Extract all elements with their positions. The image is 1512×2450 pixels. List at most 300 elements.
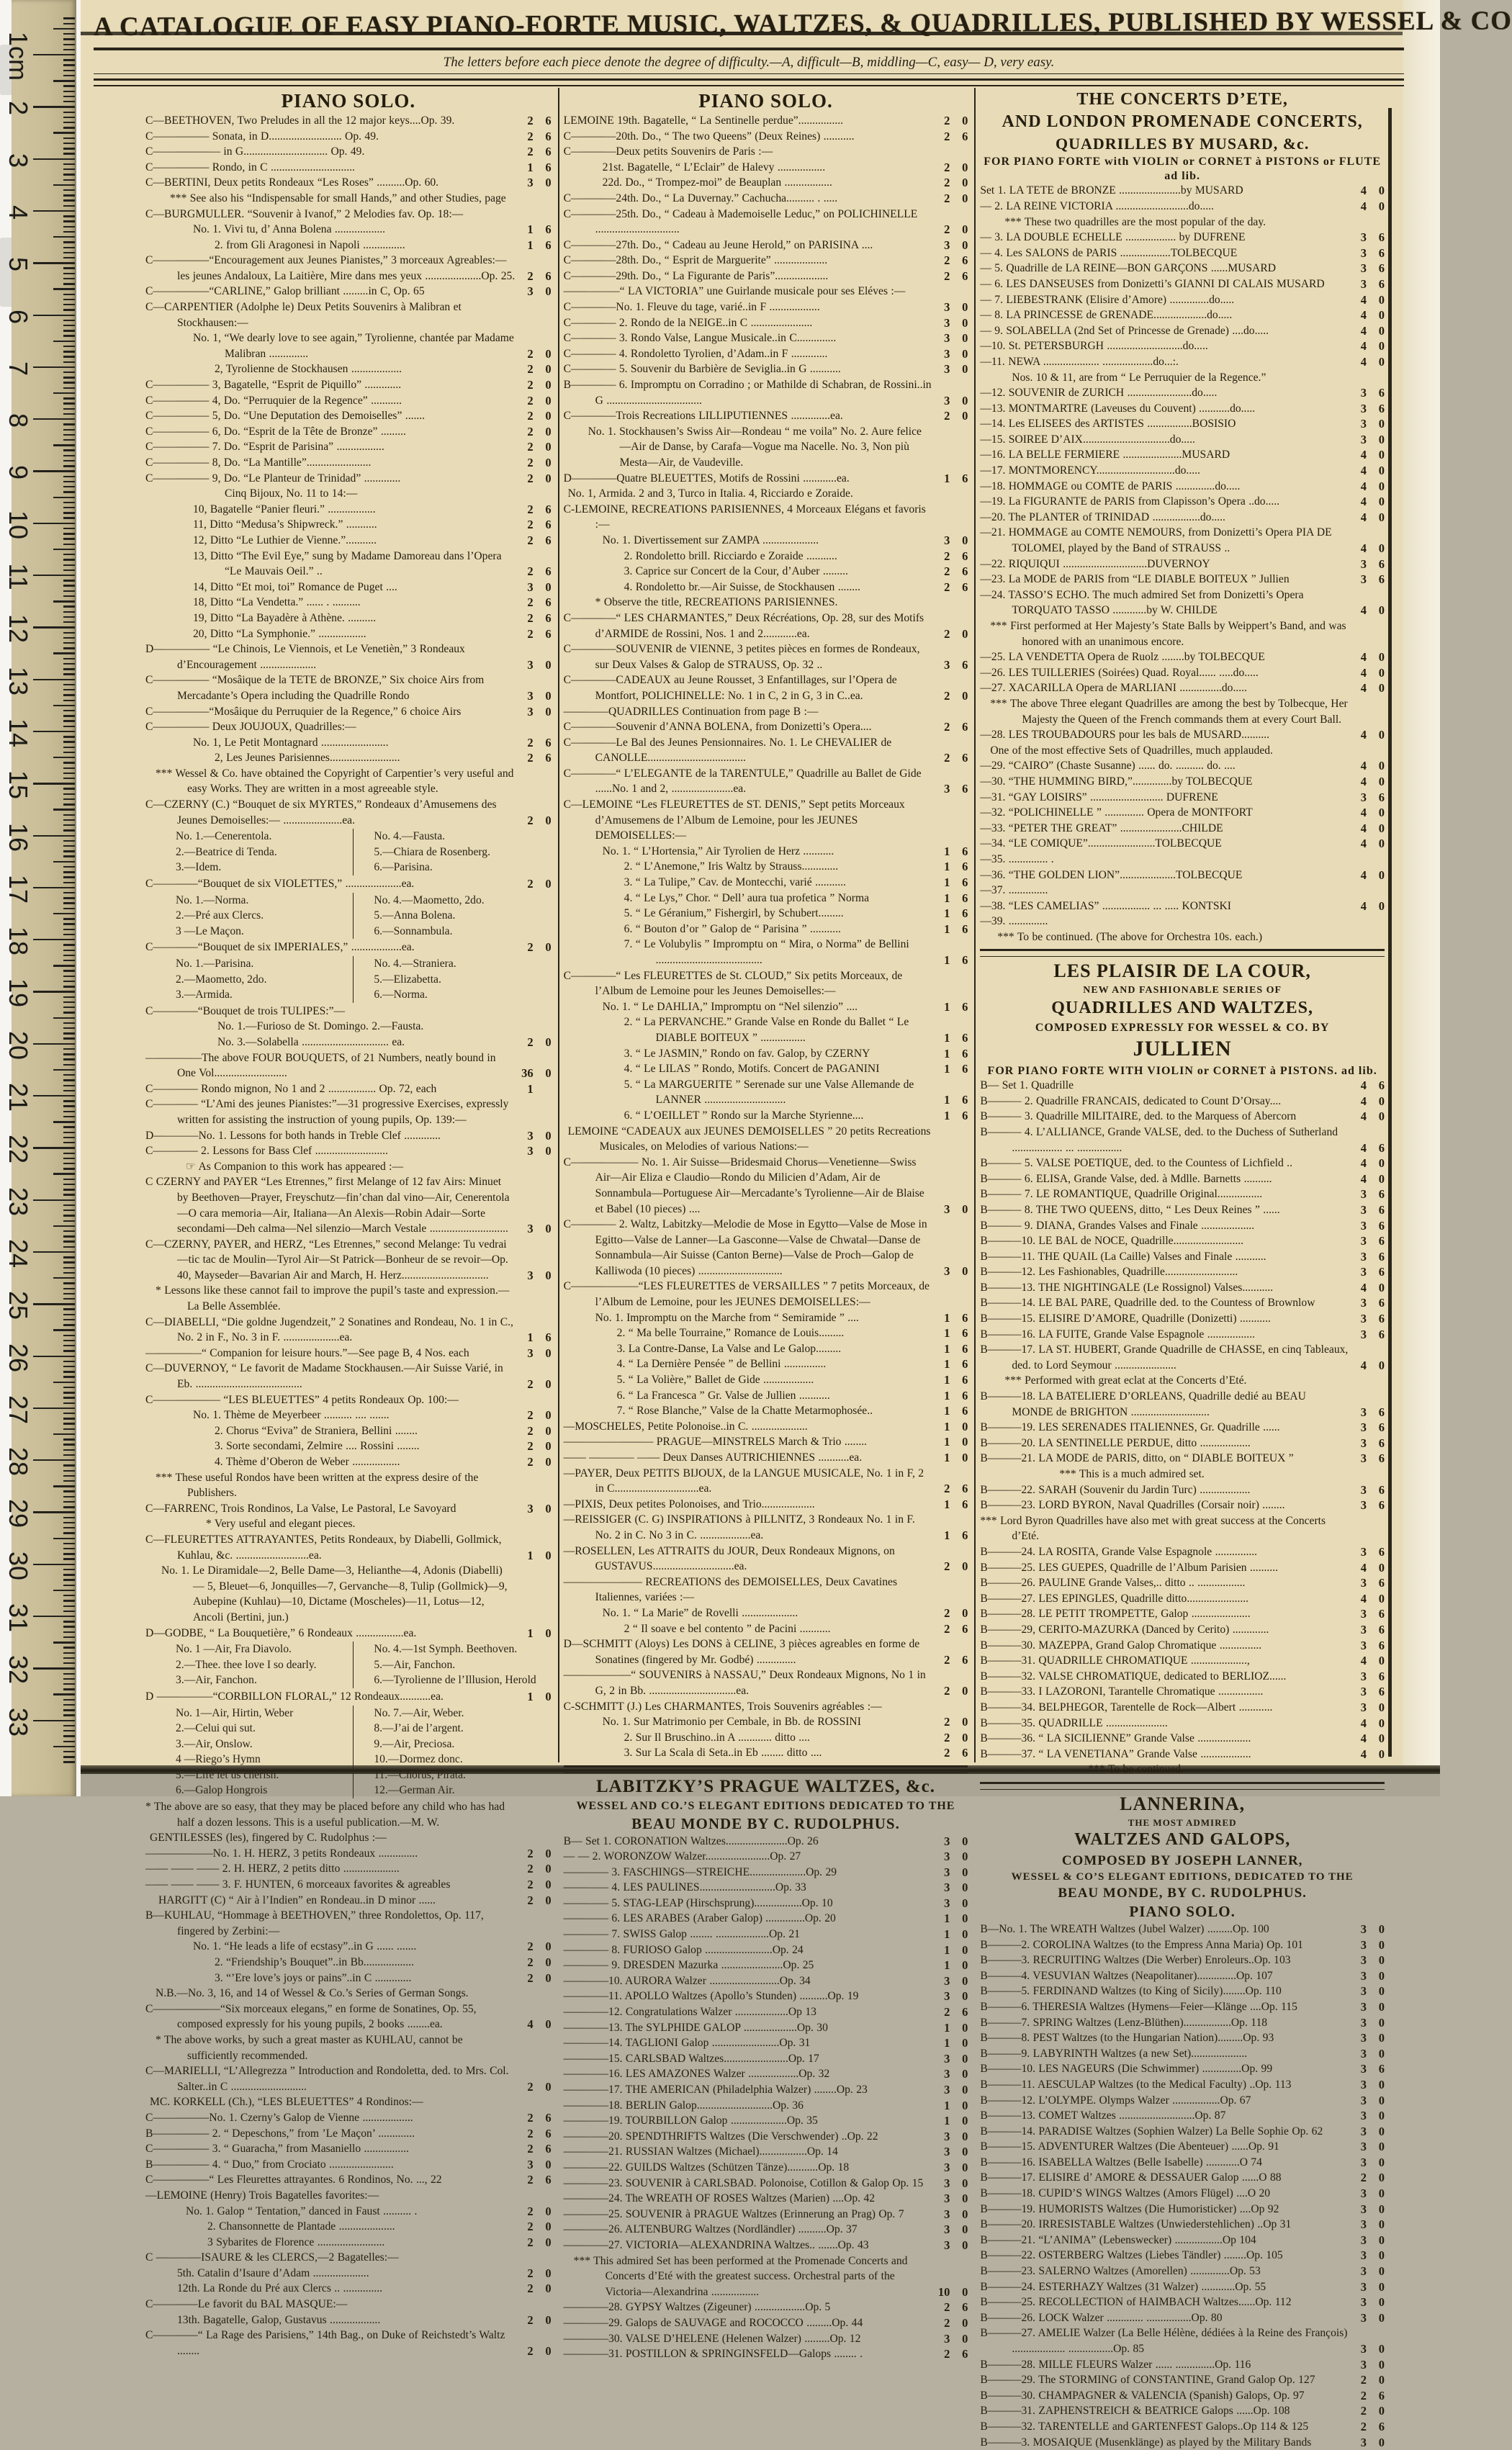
price-shillings: 1 [944, 844, 950, 858]
sublist-item: 9.—Air, Preciosa. [374, 1737, 455, 1750]
ruler-label: 20 [4, 1030, 33, 1060]
price-shillings: 3 [1360, 2248, 1367, 2263]
ruler-tick [63, 1423, 75, 1424]
price-shillings: 3 [527, 580, 534, 594]
price-shillings: 2 [527, 595, 534, 610]
price-shillings: 3 [527, 657, 534, 672]
entry-text: 3. “ Le JASMIN,” Rondo on fav. Galop, by CZERNY [624, 1047, 870, 1060]
entry-text: ————12. Congratulations Walzer ...................Op 13 [563, 2006, 816, 2019]
section-header: THE CONCERTS D’ETE, [1076, 90, 1288, 109]
ruler-tick [63, 1319, 75, 1320]
ruler-tick [63, 1735, 75, 1737]
price-pence: 0 [962, 1911, 968, 1926]
entry-text: No. 1, Armida. 2 and 3, Turco in Italia. 4, Ricciardo e Zoraide. [567, 487, 853, 500]
ruler-tick [63, 1569, 75, 1570]
entry-text: C—MARIELLI, “L’Allegrezza ” Introduction and Rondoletta, ded. to Mrs. Col. Salter..in C ........................... [145, 2065, 509, 2093]
catalog-entry [980, 836, 1385, 852]
price-pence: 6 [545, 1330, 552, 1345]
entry-text: C————— 8, Do. “La Mantille”....................... [145, 456, 372, 469]
ruler-tick [63, 33, 75, 35]
ruler-tick [63, 773, 75, 774]
entry-text: B———14. PARADISE Waltzes (Sophien Walzer) La Belle Sophie Op. 62 [980, 2125, 1323, 2138]
price-shillings: 1 [944, 1108, 950, 1122]
price-shillings: 2 [527, 1955, 534, 1969]
entry-text: C ————ISAURE & les CLERCS,—2 Bagatelles:— [145, 2251, 399, 2264]
ruler-tick [63, 726, 75, 727]
ruler-tick [63, 1158, 75, 1159]
price-pence: 6 [962, 1388, 968, 1402]
catalog-entry [980, 743, 1385, 759]
price-shillings: 4 [1360, 464, 1367, 478]
catalog-entry [564, 377, 968, 408]
catalog-entry [564, 191, 968, 207]
ruler-tick [63, 897, 75, 899]
price-shillings: 4 [1360, 1094, 1367, 1108]
price-pence: 0 [545, 2235, 552, 2249]
column-1 [141, 88, 558, 2358]
catalog-sublist-pair [145, 1706, 552, 1799]
catalog-entry [980, 868, 1385, 883]
price-pence: 0 [962, 2222, 968, 2237]
ruler-tick [63, 1454, 75, 1456]
catalog-entry [980, 1622, 1385, 1638]
catalog-entry [145, 1689, 552, 1705]
price-pence: 0 [1378, 1654, 1385, 1668]
entry-text: 14, Ditto “Et moi, toi” Romance de Puget .... [193, 580, 397, 593]
price-shillings: 1 [944, 860, 950, 874]
ruler-tick [63, 976, 75, 977]
price-pence: 0 [545, 813, 552, 827]
catalog-entry [564, 1927, 968, 1942]
catalog-entry [564, 1279, 968, 1310]
price-shillings: 3 [944, 657, 950, 672]
entry-text: B—KUHLAU, “Hommage à BEETHOVEN,” three Rondolettos, Op. 117, fingered by Zerbini:— [145, 1909, 484, 1937]
catalog-entry [145, 361, 552, 377]
ruler-tick [63, 1282, 75, 1284]
catalog-entry [145, 502, 552, 518]
entry-text: C————— 6, Do. “Esprit de la Tête de Bronze” ......... [145, 425, 406, 438]
ruler-tick [63, 215, 75, 217]
ruler-tick [63, 647, 75, 649]
price-shillings: 3 [944, 2051, 950, 2066]
entry-text: C—————— in G.............................. Op. 49. [145, 145, 365, 158]
price-shillings: 3 [944, 300, 950, 315]
catalog-entry [564, 1699, 968, 1715]
price-shillings: 3 [944, 1973, 950, 1988]
price-shillings: 1 [527, 1548, 534, 1562]
price-pence: 0 [1378, 184, 1385, 198]
ruler-tick [53, 341, 75, 342]
catalog-entry [564, 1880, 968, 1896]
entry-text: B——— 7. LE ROMANTIQUE, Quadrille Original................ [980, 1188, 1263, 1201]
catalog-entry [980, 1498, 1385, 1513]
price-shillings: 3 [1360, 1922, 1367, 1936]
entry-text: B———32. TARENTELLE and GARTENFEST Galops..Op 114 & 125 [980, 2420, 1309, 2433]
ruler-tick [63, 117, 75, 118]
entry-text: ————26. ALTENBURG Waltzes (Nordländler) ..........Op. 37 [563, 2223, 858, 2236]
price-pence: 6 [962, 2300, 968, 2315]
entry-text: C——————“LES FLEURETTES de VERSAILLES ” 7 petits Morceaux, de l’Album de Lemoine, pour les JEUNES DEMOISELLES:— [563, 1280, 930, 1309]
price-pence: 6 [545, 113, 552, 127]
ruler-tick [53, 1329, 75, 1330]
entry-text: *** The above Three elegant Quadrilles are among the best by Tolbecque, Her Majesty the Queen of the French commands them at every Court Ball. [990, 697, 1348, 726]
ruler-tick [63, 486, 75, 487]
price-pence: 6 [962, 471, 968, 485]
catalog-entry [564, 891, 968, 906]
ruler-tick [63, 1027, 75, 1029]
ruler-tick [63, 96, 75, 97]
catalog-entry [980, 2217, 1385, 2233]
price-shillings: 2 [527, 1439, 534, 1454]
entry-text: —MOSCHELES, Petite Polonoise..in C. .................... [563, 1420, 808, 1433]
ruler-tick [63, 1387, 75, 1388]
ruler-tick [63, 1636, 75, 1638]
catalog-entry [564, 1217, 968, 1279]
price-shillings: 3 [1360, 1622, 1367, 1636]
ruler-tick [63, 1163, 75, 1164]
catalog-entry [564, 1124, 968, 1155]
price-pence: 0 [962, 1927, 968, 1942]
ruler-tick [63, 1022, 75, 1024]
price-pence: 0 [545, 378, 552, 392]
price-shillings: 4 [1360, 479, 1367, 493]
price-pence: 6 [1378, 1607, 1385, 1621]
catalog-entry [145, 1019, 552, 1035]
price-shillings: 2 [527, 611, 534, 625]
catalog-entry [564, 1497, 968, 1513]
ruler-label: 22 [4, 1135, 33, 1164]
catalog-entry [980, 1125, 1385, 1156]
ruler-label: 9 [4, 465, 33, 480]
catalog-entry [145, 1035, 552, 1050]
entry-text: 2. Chansonnette de Plantade .................... [207, 2220, 395, 2233]
ruler-tick [63, 908, 75, 909]
ruler-label: 11 [4, 563, 33, 590]
catalog-entry [145, 393, 552, 409]
ruler-tick [33, 366, 75, 368]
ruler-tick [63, 1153, 75, 1154]
catalog-entry [980, 2279, 1385, 2295]
ruler-tick [63, 351, 75, 352]
ruler-tick [63, 439, 75, 441]
price-pence: 6 [962, 580, 968, 594]
ruler-tick [63, 1210, 75, 1211]
price-pence: 0 [1378, 1968, 1385, 1983]
price-pence: 0 [962, 533, 968, 547]
catalog-entry [564, 129, 968, 145]
entry-text: *** Performed with great eclat at the Concerts d’Eté. [1004, 1374, 1247, 1387]
catalog-entry [980, 2030, 1385, 2046]
price-shillings: 2 [944, 1746, 950, 1760]
catalog-entry [145, 2063, 552, 2094]
entry-text: —ROSELLEN, Les ATTRAITS du JOUR, Deux Rondeaux Mignons, on GUSTAVUS.............................ea. [563, 1544, 895, 1573]
ruler-tick [63, 1204, 75, 1206]
catalog-entry [564, 1849, 968, 1865]
ruler-tick [63, 616, 75, 618]
entry-text: B———18. CUPID’S WINGS Waltzes (Amors Flügel) ....O 20 [980, 2187, 1271, 2200]
entry-text: 2. from Gli Aragonesi in Napoli ............... [215, 238, 405, 251]
entry-text: B———21. “L’ANIMA” (Lebenswecker) .................Op 104 [980, 2233, 1256, 2246]
price-pence: 0 [1378, 837, 1385, 851]
ruler-tick [63, 1662, 75, 1664]
ruler-tick [33, 626, 75, 628]
price-shillings: 4 [1360, 1140, 1367, 1155]
ruler-tick [63, 1475, 75, 1477]
ruler-tick [63, 1142, 75, 1143]
catalog-entry [980, 914, 1385, 929]
price-pence: 0 [962, 1419, 968, 1433]
price-shillings: 3 [944, 1881, 950, 1895]
price-shillings: 3 [944, 2145, 950, 2159]
price-shillings: 3 [1360, 1234, 1367, 1248]
ruler-tick [63, 1240, 75, 1242]
catalog-entry [564, 424, 968, 471]
catalog-entry [145, 1563, 552, 1625]
ruler-tick [63, 1527, 75, 1528]
sublist-item: 6.—Tyrolienne de l’Illusion, Herold [374, 1674, 536, 1687]
price-pence: 0 [545, 2204, 552, 2218]
price-pence: 6 [1378, 1265, 1385, 1279]
ruler-tick [63, 955, 75, 956]
ruler-tick [53, 1173, 75, 1174]
ruler-tick [63, 747, 75, 748]
section-header: LES PLAISIR DE LA COUR, [1053, 960, 1311, 982]
price-shillings: 3 [1360, 790, 1367, 804]
price-pence: 6 [545, 611, 552, 625]
price-pence: 0 [962, 2067, 968, 2081]
entry-text: B———21. LA MODE de PARIS, ditto, on “ DIABLE BOITEUX ” [980, 1452, 1294, 1465]
price-pence: 0 [1378, 2342, 1385, 2356]
catalog-entry [980, 2233, 1385, 2248]
price-pence: 6 [1378, 1482, 1385, 1497]
ruler-tick [63, 892, 75, 893]
catalog-entry [564, 2144, 968, 2160]
ruler-tick [63, 1090, 75, 1091]
price-shillings: 2 [944, 2005, 950, 2019]
entry-text: —12. SOUVENIR de ZURICH .......................do..... [980, 387, 1218, 400]
catalog-entry [564, 611, 968, 641]
price-shillings: 1 [944, 1046, 950, 1060]
price-pence: 0 [1378, 448, 1385, 462]
catalog-entry [980, 1342, 1385, 1373]
price-pence: 0 [962, 176, 968, 190]
ruler-tick [63, 1012, 75, 1013]
price-pence: 0 [1378, 2077, 1385, 2091]
price-shillings: 2 [527, 2079, 534, 2094]
entry-text: C————20th. Do., “ The two Queens” (Deux Reines) ........... [563, 130, 855, 143]
ruler-tick [63, 934, 75, 935]
entry-text: — 9. SOLABELLA (2nd Set of Princesse de Grenade) ....do..... [980, 324, 1269, 337]
entry-text: B———15. ELISIRE D’AMORE, Quadrille (Donizetti) ........... [980, 1312, 1271, 1325]
catalog-entry [980, 2248, 1385, 2264]
ruler-tick [63, 1631, 75, 1633]
price-shillings: 4 [1360, 354, 1367, 369]
entry-text: ————15. CARLSBAD Waltzes.......................Op. 17 [563, 2052, 819, 2065]
price-shillings: 2 [527, 456, 534, 469]
ruler-tick [63, 1288, 75, 1289]
ruler-tick [63, 413, 75, 415]
price-pence: 0 [962, 1202, 968, 1216]
entry-text: —PIXIS, Deux petites Polonoises, and Trio................... [563, 1498, 815, 1510]
ruler-tick [63, 960, 75, 961]
catalog-entry [980, 292, 1385, 308]
price-shillings: 3 [944, 1850, 950, 1864]
price-pence: 6 [1378, 1202, 1385, 1217]
catalog-entry [145, 1986, 552, 2001]
ruler-tick [63, 1246, 75, 1248]
catalog-entry [145, 735, 552, 751]
ruler-tick [63, 918, 75, 919]
catalog-entry [980, 587, 1385, 618]
catalog-entry [564, 238, 968, 253]
section-header: THE MOST ADMIRED [1128, 1816, 1237, 1828]
price-pence: 0 [962, 1264, 968, 1278]
price-pence: 0 [545, 2266, 552, 2280]
price-shillings: 3 [944, 1202, 950, 1216]
ruler-tick [63, 700, 75, 701]
entry-text: 4. “ La Dernière Pensée ” de Bellini ............... [616, 1358, 827, 1371]
price-shillings: 4 [1360, 603, 1367, 618]
price-shillings: 3 [1360, 1669, 1367, 1683]
entry-text: C—BURGMULLER. “Souvenir à Ivanof,” 2 Melodies fav. Op. 18:— [145, 207, 464, 220]
price-pence: 0 [545, 1035, 552, 1049]
ruler-tick [63, 1480, 75, 1482]
price-shillings: 2 [527, 1846, 534, 1860]
entry-text: 3. Sur La Scala di Seta..in Eb ........ ditto .... [624, 1747, 822, 1760]
price-shillings: 2 [527, 2266, 534, 2280]
entry-text: C—————— “LES BLEUETTES” 4 petits Rondeaux Op. 100:— [145, 1393, 459, 1406]
price-pence: 6 [962, 1030, 968, 1045]
ruler-tick [33, 1356, 75, 1357]
price-shillings: 2 [944, 269, 950, 283]
price-pence: 0 [545, 704, 552, 719]
price-pence: 0 [545, 1377, 552, 1392]
price-shillings: 3 [1360, 1968, 1367, 1983]
price-shillings: 2 [527, 2110, 534, 2125]
price-shillings: 4 [1360, 774, 1367, 788]
ruler-tick [33, 470, 75, 472]
catalog-entry [145, 533, 552, 549]
price-pence: 6 [1378, 1296, 1385, 1310]
catalog-entry [145, 1050, 552, 1081]
ruler-tick [63, 252, 75, 253]
catalog-entry [564, 1434, 968, 1450]
price-pence: 6 [962, 782, 968, 796]
ruler-tick [63, 778, 75, 779]
price-shillings: 2 [527, 1455, 534, 1469]
price-shillings: 2 [944, 549, 950, 563]
ruler-tick [63, 1585, 75, 1586]
entry-text: No. 1. “ La Marie” de Rovelli .................... [602, 1606, 798, 1619]
entry-text: ———————— PRAGUE—MINSTRELS March & Trio ........ [563, 1436, 868, 1449]
price-shillings: 3 [944, 782, 950, 796]
catalog-entry [980, 432, 1385, 448]
ruler-tick [53, 1693, 75, 1695]
price-shillings: 3 [527, 2157, 534, 2171]
price-shillings: 1 [944, 1435, 950, 1449]
price-shillings: 1 [944, 2020, 950, 2035]
ruler-tick [63, 101, 75, 102]
ruler-tick [53, 705, 75, 706]
catalog-entry [980, 680, 1385, 696]
catalog-entry [980, 883, 1385, 899]
catalog-entry [145, 207, 552, 222]
entry-text: —27. XACARILLA Opera de MARLIANI ...............do..... [980, 682, 1247, 695]
ruler-tick [63, 423, 75, 425]
ruler-tick [53, 1485, 75, 1487]
ruler-tick [63, 1438, 75, 1440]
catalog-entry [564, 253, 968, 269]
section-header: QUADRILLES BY MUSARD, &c. [1055, 134, 1310, 153]
catalog-entry [145, 876, 552, 892]
catalog-entry [980, 790, 1385, 806]
ruler-label: 4 [4, 204, 33, 220]
price-pence: 0 [545, 1689, 552, 1703]
section-header: QUADRILLES AND WALTZES, [1051, 999, 1314, 1018]
catalog-entry [564, 1450, 968, 1466]
entry-text: No. 1. Stockhausen’s Swiss Air—Rondeau “ me voila” No. 2. Aure felice—Air de Danse, by Carafa—Vogue ma Nacelle. No. 3, Non più Mesta—Air, de Vaudeville. [588, 425, 922, 469]
price-pence: 0 [545, 1268, 552, 1282]
catalog-entry [145, 611, 552, 626]
entry-text: B——— 3. Quadrille MILITAIRE, ded. to the Marquess of Abercorn [980, 1110, 1297, 1123]
entry-text: —10. St. PETERSBURGH ...........................do..... [980, 340, 1208, 353]
price-pence: 0 [962, 2284, 968, 2299]
price-shillings: 2 [527, 2282, 534, 2296]
entry-text: D —————“CORBILLON FLORAL,” 12 Rondeaux...........ea. [145, 1690, 444, 1703]
catalog-entry [564, 1865, 968, 1881]
price-pence: 6 [962, 922, 968, 936]
price-shillings: 4 [1360, 1560, 1367, 1575]
price-shillings: 1 [944, 1373, 950, 1387]
ruler-tick [33, 835, 75, 837]
ruler-tick [63, 1428, 75, 1430]
price-pence: 0 [1378, 1109, 1385, 1124]
catalog-entry [980, 307, 1385, 323]
catalog-entry [564, 875, 968, 891]
price-shillings: 2 [527, 813, 534, 827]
price-shillings: 4 [1360, 1171, 1367, 1186]
entry-text: 2. Sur Il Bruschino..in A ............ ditto .... [624, 1731, 810, 1744]
ruler-tick [63, 855, 75, 857]
price-pence: 0 [1378, 2357, 1385, 2372]
entry-text: B———19. LES SERENADES ITALIENNES, Gr. Quadrille ...... [980, 1421, 1280, 1434]
price-pence: 6 [1378, 1544, 1385, 1559]
ruler-tick [63, 741, 75, 742]
ruler-tick [63, 605, 75, 607]
price-pence: 0 [962, 1850, 968, 1864]
entry-text: B———12. L’OLYMPE. Olymps Walzer .................Op. 67 [980, 2094, 1251, 2107]
catalog-entry [564, 346, 968, 362]
entry-text: B———31. QUADRILLE CHROMATIQUE ...................., [980, 1654, 1250, 1667]
ruler-label: 24 [4, 1238, 33, 1268]
price-pence: 6 [962, 1652, 968, 1667]
catalog-entry [980, 2093, 1385, 2109]
catalog-entry [145, 750, 552, 766]
price-shillings: 2 [527, 362, 534, 377]
price-pence: 6 [962, 2005, 968, 2019]
price-shillings: 3 [1360, 2295, 1367, 2310]
price-shillings: 2 [944, 176, 950, 190]
entry-text: —35. .............. . [980, 852, 1054, 865]
price-shillings: 2 [527, 626, 534, 641]
entry-text: * Very useful and elegant pieces. [206, 1518, 356, 1531]
ruler-tick [63, 148, 75, 149]
ruler-tick [63, 1168, 75, 1169]
price-pence: 0 [545, 1878, 552, 1892]
catalog-entry [145, 2032, 552, 2063]
ruler-tick [63, 361, 75, 363]
price-pence: 6 [1378, 572, 1385, 587]
